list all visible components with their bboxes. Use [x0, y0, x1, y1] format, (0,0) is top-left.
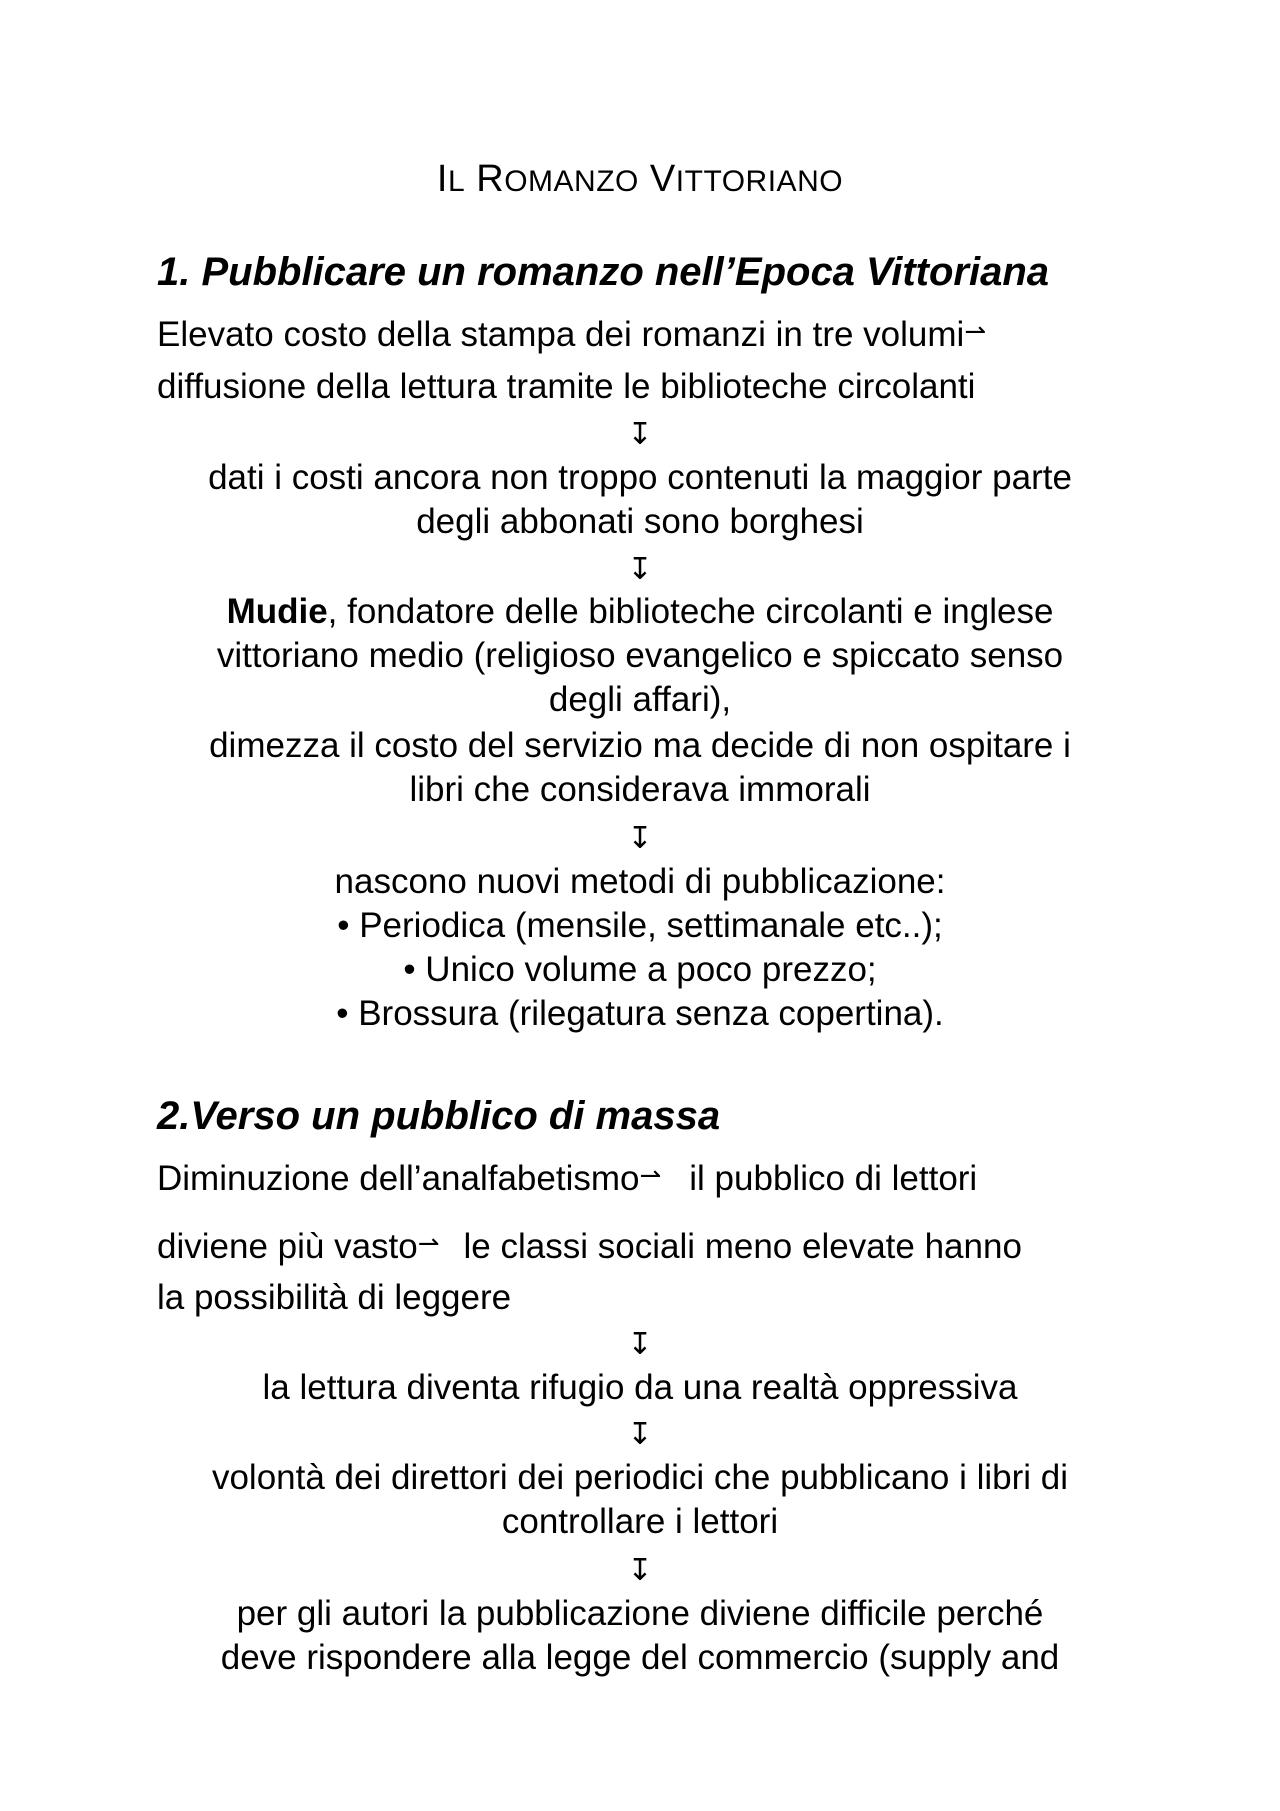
list-item: • Periodica (mensile, settimanale etc..); — [337, 906, 943, 945]
arrow-down-icon: ↧ — [627, 1553, 653, 1588]
paragraph-line: diffusione della lettura tramite le biblioteche circolanti — [157, 367, 976, 406]
arrow-right-icon: ⇀ — [417, 1229, 440, 1259]
paragraph-line: vittoriano medio (religioso evangelico e spiccato senso — [216, 636, 1064, 675]
paragraph-line: volontà dei direttori dei periodici che pubblicano i libri di — [211, 1458, 1069, 1497]
paragraph-line: dimezza il costo del servizio ma decide di non ospitare i — [209, 726, 1071, 765]
paragraph-line: nascono nuovi metodi di pubblicazione: — [334, 862, 946, 901]
paragraph-line: la lettura diventa rifugio da una realtà oppressiva — [262, 1368, 1018, 1407]
paragraph-line: la possibilità di leggere — [157, 1278, 512, 1317]
arrow-right-icon: ⇀ — [639, 1161, 662, 1191]
arrow-right-icon: ⇀ — [964, 317, 987, 347]
paragraph-line: diviene più vasto⇀ le classi sociali meno elevate hanno — [157, 1227, 1022, 1266]
paragraph-line: degli affari), — [548, 680, 732, 719]
arrow-down-icon: ↧ — [627, 821, 653, 856]
arrow-down-icon: ↧ — [627, 1327, 653, 1362]
list-item: • Brossura (rilegatura senza copertina). — [336, 994, 944, 1033]
page-title: IL ROMANZO VITTORIANO — [436, 158, 844, 200]
paragraph-line: Mudie, fondatore delle biblioteche circolanti e inglese — [226, 592, 1054, 631]
paragraph-line: controllare i lettori — [501, 1502, 779, 1541]
paragraph-line: degli abbonati sono borghesi — [416, 502, 864, 541]
mudie-bold: Mudie — [226, 592, 328, 631]
paragraph-line: deve rispondere alla legge del commercio (supply and — [220, 1638, 1060, 1677]
paragraph-line: Diminuzione dell’analfabetismo⇀ il pubblico di lettori — [157, 1159, 978, 1198]
section-1-heading: 1. Pubblicare un romanzo nell’Epoca Vittoriana — [157, 250, 1050, 294]
list-item: • Unico volume a poco prezzo; — [403, 950, 877, 989]
arrow-down-icon: ↧ — [627, 552, 653, 587]
arrow-down-icon: ↧ — [627, 417, 653, 452]
paragraph-line: per gli autori la pubblicazione diviene difficile perché — [236, 1594, 1044, 1633]
paragraph-line: dati i costi ancora non troppo contenuti la maggior parte — [208, 458, 1072, 497]
arrow-down-icon: ↧ — [627, 1417, 653, 1452]
section-2-heading: 2.Verso un pubblico di massa — [157, 1094, 721, 1138]
paragraph-line: libri che considerava immorali — [409, 770, 871, 809]
paragraph-line: Elevato costo della stampa dei romanzi in tre volumi⇀ — [157, 315, 987, 354]
